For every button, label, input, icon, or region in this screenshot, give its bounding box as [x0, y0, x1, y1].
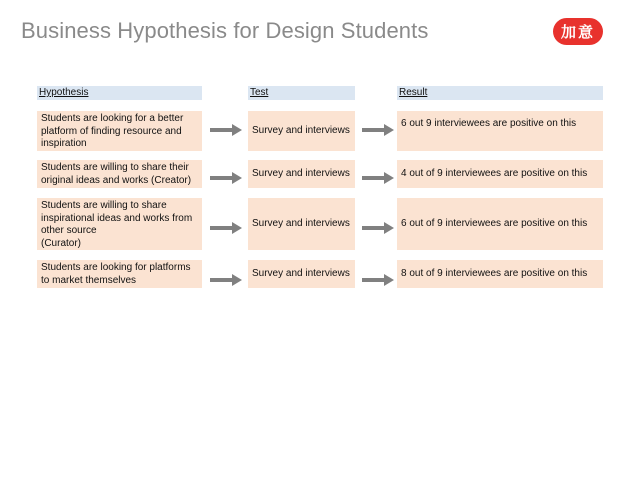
result-cell-4 — [397, 260, 603, 288]
test-text: Survey and interviews — [252, 267, 350, 279]
hypothesis-line: (Curator) — [41, 237, 82, 249]
right-arrow-icon — [210, 222, 242, 234]
header-test: Test — [248, 86, 355, 100]
test-text: Survey and interviews — [252, 167, 350, 179]
header-hypothesis: Hypothesis — [37, 86, 202, 100]
hypothesis-line: Students are looking for a better — [41, 113, 184, 124]
result-text: 6 out 9 interviewees are positive on this — [401, 118, 577, 129]
hypothesis-cell-4 — [37, 260, 202, 288]
slide-title: Business Hypothesis for Design Students — [21, 18, 429, 43]
right-arrow-icon — [210, 124, 242, 136]
test-cell-2 — [248, 160, 355, 188]
hypothesis-line: original ideas and works (Creator) — [41, 174, 192, 186]
test-text: Survey and interviews — [252, 217, 350, 229]
result-text: 6 out of 9 interviewees are positive on this — [401, 217, 588, 229]
brand-logo: 加意 — [553, 18, 603, 45]
result-cell-2 — [397, 160, 603, 188]
hypothesis-line: to market themselves — [41, 274, 137, 286]
result-text: 8 out of 9 interviewees are positive on this — [401, 267, 588, 279]
right-arrow-icon — [210, 274, 242, 286]
hypothesis-line: inspirational ideas and works from — [41, 212, 193, 224]
result-text: 4 out of 9 interviewees are positive on this — [401, 167, 588, 179]
right-arrow-icon — [362, 172, 394, 184]
right-arrow-icon — [362, 222, 394, 234]
right-arrow-icon — [362, 274, 394, 286]
hypothesis-line: inspiration — [41, 138, 87, 149]
hypothesis-line: Students are willing to share — [41, 200, 167, 211]
hypothesis-line: platform of finding resource and — [41, 125, 182, 137]
test-cell-1 — [248, 111, 355, 151]
test-cell-4 — [248, 260, 355, 288]
right-arrow-icon — [362, 124, 394, 136]
hypothesis-cell-3 — [37, 198, 202, 250]
test-cell-3 — [248, 198, 355, 250]
result-cell-3 — [397, 198, 603, 250]
result-cell-1 — [397, 111, 603, 151]
hypothesis-cell-1 — [37, 111, 202, 151]
hypothesis-line: other source — [41, 225, 97, 236]
hypothesis-line: Students are looking for platforms — [41, 262, 191, 273]
header-result: Result — [397, 86, 603, 100]
test-text: Survey and interviews — [252, 124, 350, 136]
hypothesis-line: Students are willing to share their — [41, 162, 189, 173]
hypothesis-cell-2 — [37, 160, 202, 188]
right-arrow-icon — [210, 172, 242, 184]
